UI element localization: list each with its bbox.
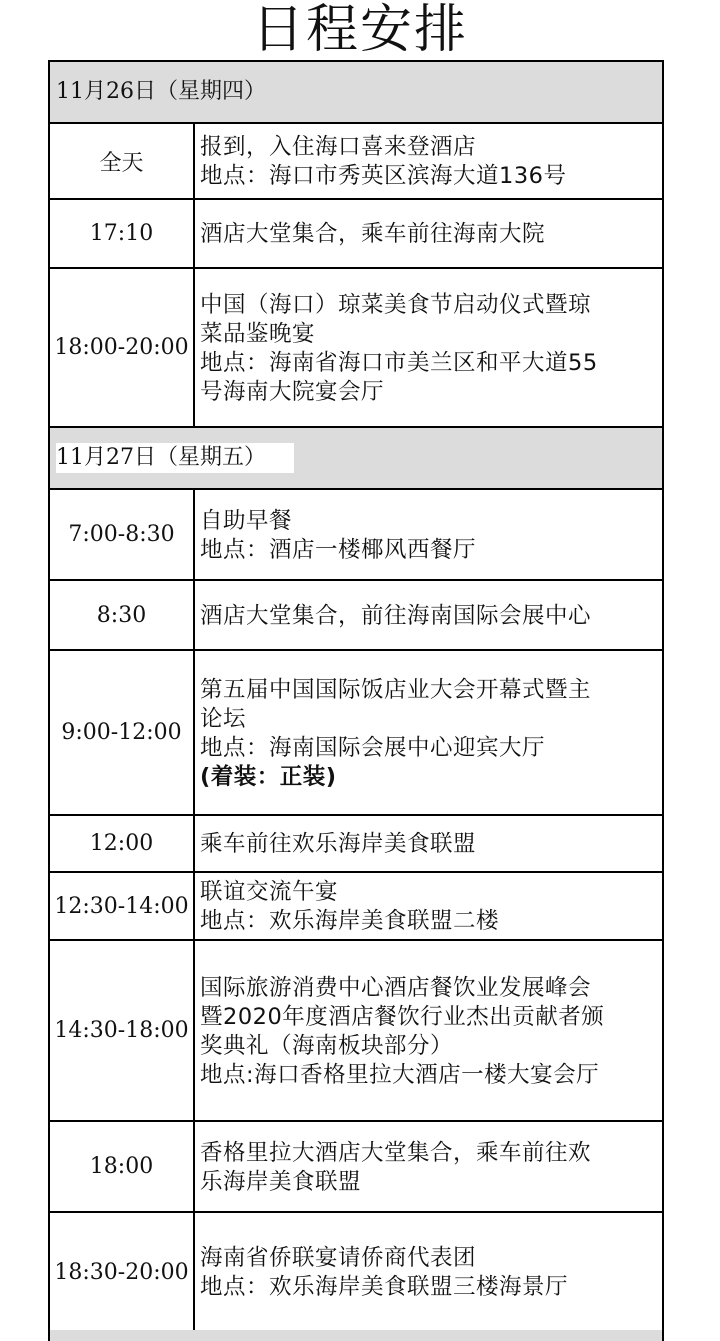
time-cell: 12:00 [50,816,195,871]
detail-cell [195,941,662,1120]
day-label: 11月26日（星期四） [56,79,266,104]
detail-line: 乐海岸美食联盟 [200,1168,362,1195]
detail-line: 香格里拉大酒店大堂集合，乘车前往欢 [200,1139,592,1166]
time-cell: 全天 [50,124,195,198]
detail-line: 酒店大堂集合，前往海南国际会展中心 [200,602,592,629]
detail-line: 奖典礼（海南板块部分） [200,1032,454,1059]
detail-cell [195,581,662,649]
detail-cell [195,816,662,871]
page-title: 日程安排 [251,0,468,60]
table-row [50,581,662,651]
detail-line: 联谊交流午宴 [200,879,339,905]
detail-line: 国际旅游消费中心酒店餐饮业发展峰会 [200,974,592,1001]
table-row [50,873,662,941]
detail-line: 菜品鉴晚宴 [200,320,316,347]
detail-cell [195,124,662,198]
time-cell: 14:30-18:00 [50,941,195,1120]
detail-cell [195,873,662,939]
next-day-header-strip [48,1330,664,1341]
time-cell: 18:30-20:00 [50,1213,195,1331]
time-cell: 17:10 [50,200,195,267]
detail-line: 地点：海南省海口市美兰区和平大道55 [200,349,598,376]
time-cell: 18:00-20:00 [50,269,195,426]
detail-cell [195,1213,662,1331]
detail-cell [195,1122,662,1211]
detail-line: 地点：酒店一楼椰风西餐厅 [200,536,477,563]
time-cell: 7:00-8:30 [50,490,195,579]
dress-code-note: (着装：正装) [200,763,337,790]
table-row [50,490,662,581]
table-row [50,941,662,1122]
detail-line: 报到，入住海口喜来登酒店 [200,134,477,160]
schedule-table [48,60,664,1333]
time-cell: 18:00 [50,1122,195,1211]
detail-line: 中国（海口）琼菜美食节启动仪式暨琼 [200,291,592,318]
day-header [50,428,662,490]
detail-line: 地点：欢乐海岸美食联盟三楼海景厅 [200,1274,569,1300]
table-row [50,200,662,269]
detail-line: 第五届中国国际饭店业大会开幕式暨主 [200,676,592,703]
table-row [50,1122,662,1213]
day-header [50,62,662,124]
time-cell: 9:00-12:00 [50,651,195,814]
time-cell: 8:30 [50,581,195,649]
detail-cell [195,269,662,426]
table-row [50,124,662,200]
table-row [50,1213,662,1333]
time-cell: 12:30-14:00 [50,873,195,939]
detail-line: 自助早餐 [200,507,293,534]
table-row [50,816,662,873]
table-row [50,651,662,816]
detail-line: 暨2020年度酒店餐饮行业杰出贡献者颁 [200,1003,605,1030]
detail-line: 论坛 [200,705,247,732]
day-label: 11月27日（星期五） [56,443,294,473]
detail-cell [195,200,662,267]
detail-cell [195,651,662,814]
detail-line: 地点：海南国际会展中心迎宾大厅 [200,734,546,761]
detail-line: 乘车前往欢乐海岸美食联盟 [200,831,477,857]
detail-line: 地点:海口香格里拉大酒店一楼大宴会厅 [200,1061,600,1088]
detail-line: 号海南大院宴会厅 [200,378,385,405]
detail-line: 地点：海口市秀英区滨海大道136号 [200,163,567,189]
table-row [50,269,662,428]
detail-line: 地点：欢乐海岸美食联盟二楼 [200,908,500,934]
detail-line: 酒店大堂集合，乘车前往海南大院 [200,221,546,247]
detail-cell [195,490,662,579]
detail-line: 海南省侨联宴请侨商代表团 [200,1245,477,1271]
